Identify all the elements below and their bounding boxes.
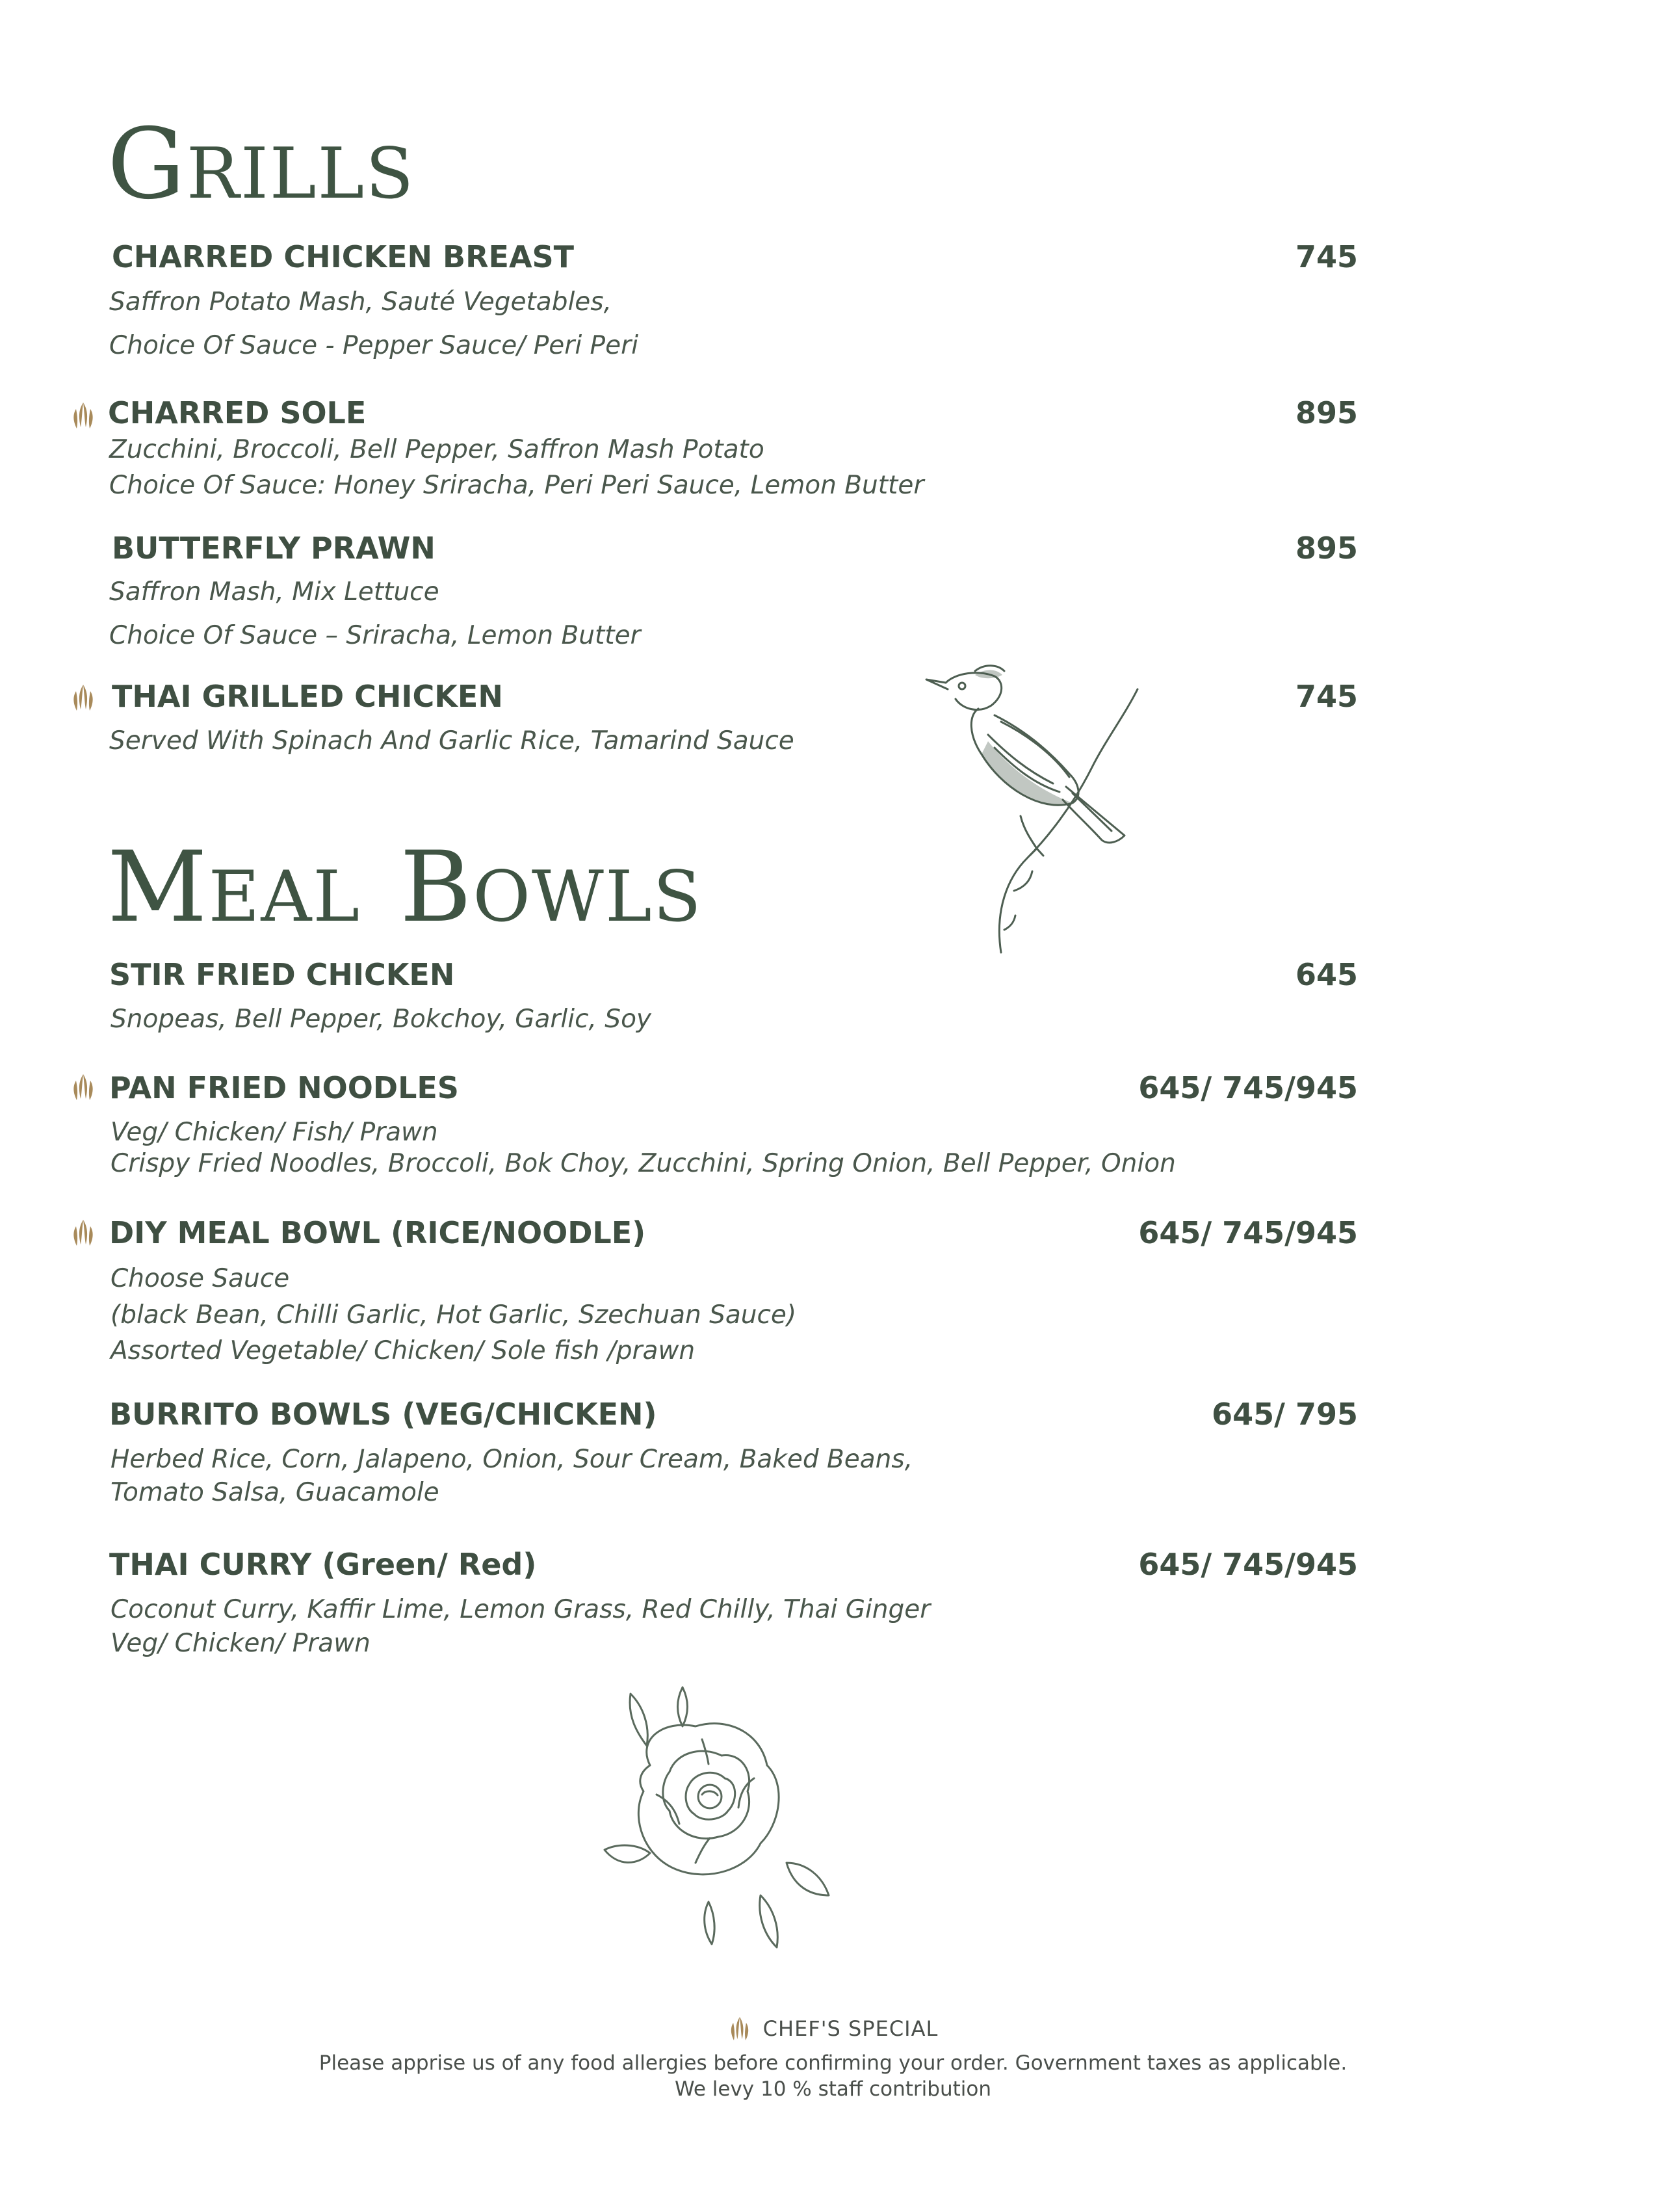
grills-title: GRILLS: [107, 108, 415, 221]
menu-item-description: Crispy Fried Noodles, Broccoli, Bok Choy, Zucchini, Spring Onion, Bell Pepper, Onion: [111, 1149, 1176, 1178]
menu-item-description: Veg/ Chicken/ Fish/ Prawn: [111, 1118, 438, 1147]
menu-item-description: Choice Of Sauce - Pepper Sauce/ Peri Peri: [109, 331, 638, 360]
menu-item-name: PAN FRIED NOODLES: [109, 1070, 459, 1105]
chef-special-icon: [70, 1218, 96, 1247]
chef-special-icon: [70, 683, 96, 712]
menu-item-price: 745: [1295, 239, 1358, 274]
menu-item-description: Zucchini, Broccoli, Bell Pepper, Saffron Mash Potato: [109, 435, 764, 464]
allergy-note: Please apprise us of any food allergies before confirming your order. Government taxes as applicable.: [319, 2051, 1347, 2075]
menu-item-description: Choice Of Sauce – Sriracha, Lemon Butter: [109, 621, 641, 650]
menu-item-description: Snopeas, Bell Pepper, Bokchoy, Garlic, Soy: [111, 1005, 652, 1034]
menu-item-description: Tomato Salsa, Guacamole: [111, 1478, 439, 1507]
menu-item-price: 645/ 795: [1212, 1397, 1358, 1432]
menu-item-price: 645: [1295, 957, 1358, 992]
menu-item-name: BUTTERFLY PRAWN: [112, 531, 436, 566]
menu-item-price: 895: [1295, 531, 1358, 566]
menu-item-price: 645/ 745/945: [1138, 1070, 1358, 1105]
menu-item-description: Saffron Mash, Mix Lettuce: [109, 577, 439, 607]
meal-bowls-title: MEAL BOWLS: [107, 831, 703, 944]
menu-item-description: (black Bean, Chilli Garlic, Hot Garlic, Szechuan Sauce): [111, 1300, 797, 1330]
menu-item-description: Choice Of Sauce: Honey Sriracha, Peri Peri Sauce, Lemon Butter: [109, 471, 924, 500]
menu-item-description: Choose Sauce: [111, 1264, 290, 1293]
menu-item-name: CHARRED SOLE: [108, 395, 367, 430]
chef-special-icon: [728, 2016, 751, 2042]
menu-item-name: CHARRED CHICKEN BREAST: [112, 239, 575, 274]
menu-item-price: 645/ 745/945: [1138, 1215, 1358, 1250]
peony-illustration: [592, 1681, 832, 1954]
menu-item-description: Served With Spinach And Garlic Rice, Tamarind Sauce: [109, 726, 794, 756]
chef-special-legend: [0, 2016, 1666, 2042]
legend-label: CHEF'S SPECIAL: [762, 2016, 939, 2041]
menu-item-name: BURRITO BOWLS (VEG/CHICKEN): [109, 1397, 657, 1432]
bird-illustration: [917, 663, 1164, 956]
menu-item-description: Assorted Vegetable/ Chicken/ Sole fish /prawn: [111, 1336, 696, 1365]
menu-item-description: Veg/ Chicken/ Prawn: [111, 1629, 371, 1658]
staff-contribution-note: We levy 10 % staff contribution: [675, 2077, 991, 2101]
chef-special-icon: [70, 1073, 96, 1101]
menu-item-description: Herbed Rice, Corn, Jalapeno, Onion, Sour Cream, Baked Beans,: [111, 1445, 913, 1474]
chef-special-icon: [70, 401, 96, 430]
menu-item-name: STIR FRIED CHICKEN: [109, 957, 455, 992]
menu-item-name: THAI GRILLED CHICKEN: [112, 679, 503, 714]
menu-item-price: 645/ 745/945: [1138, 1547, 1358, 1582]
menu-item-price: 895: [1295, 395, 1358, 430]
menu-item-description: Saffron Potato Mash, Sauté Vegetables,: [109, 287, 612, 317]
menu-item-price: 745: [1295, 679, 1358, 714]
menu-item-name: THAI CURRY (Green/ Red): [109, 1547, 537, 1582]
menu-item-name: DIY MEAL BOWL (RICE/NOODLE): [109, 1215, 646, 1250]
menu-item-description: Coconut Curry, Kaffir Lime, Lemon Grass, Red Chilly, Thai Ginger: [111, 1595, 931, 1624]
